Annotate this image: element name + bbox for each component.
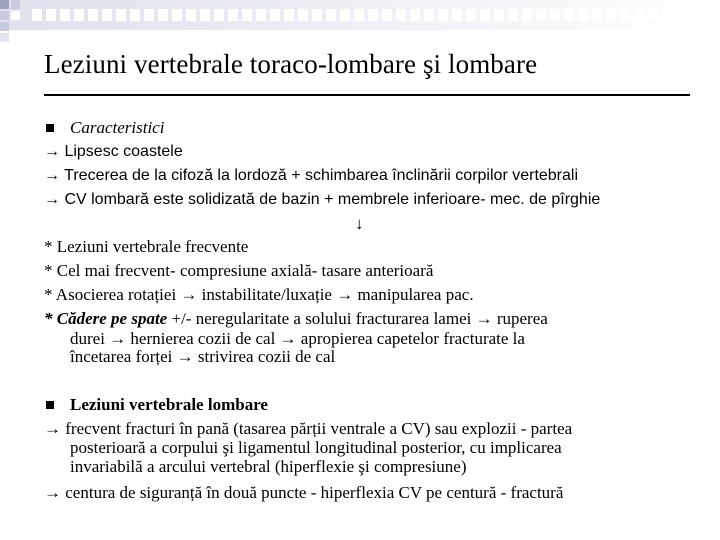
header-decoration [0, 0, 720, 44]
section-heading-lombare: Leziuni vertebrale lombare [70, 395, 268, 414]
characteristic-line: → CV lombară este solidizată de bazin + membrele inferioare- mec. de pîrghie [44, 191, 601, 208]
list-item: * Asocierea rotației → instabilitate/luxație → manipularea pac. [44, 285, 474, 304]
down-arrow-icon: ↓ [355, 214, 364, 233]
list-item: * Leziuni vertebrale frecvente [44, 237, 249, 256]
lumbar-line-continuation: invariabilă a arcului vertebral (hiperflexie şi compresiune) [70, 457, 467, 476]
characteristic-line: → Lipsesc coastele [44, 143, 183, 160]
square-bullet-icon [46, 124, 54, 132]
lumbar-line-continuation: posterioară a corpului şi ligamentul longitudinal posterior, cu implicarea [70, 438, 562, 457]
list-item-continuation: încetarea forței → strivirea cozii de cal [70, 347, 336, 366]
square-bullet-icon [46, 401, 54, 409]
fall-text: +/- neregularitate a solului fracturarea lamei → ruperea [167, 309, 548, 328]
list-item-fall [44, 309, 548, 329]
lumbar-line: → centura de siguranță în două puncte - hiperflexia CV pe centură - fractură [44, 483, 564, 502]
section-heading-caracteristici: Caracteristici [70, 118, 165, 137]
slide-title: Leziuni vertebrale toraco-lombare şi lombare [44, 49, 538, 79]
title-underline [44, 94, 690, 96]
list-item-continuation: durei → hernierea cozii de cal → apropierea capetelor fracturate la [70, 329, 525, 348]
lumbar-line: → frecvent fracturi în pană (tasarea părții ventrale a CV) sau explozii - partea [44, 419, 573, 438]
characteristic-line: → Trecerea de la cifoză la lordoză + schimbarea înclinării corpilor vertebrali [44, 167, 579, 184]
fall-emphasis: * Cădere pe spate [44, 309, 168, 328]
list-item: * Cel mai frecvent- compresiune axială- tasare anterioară [44, 261, 434, 280]
